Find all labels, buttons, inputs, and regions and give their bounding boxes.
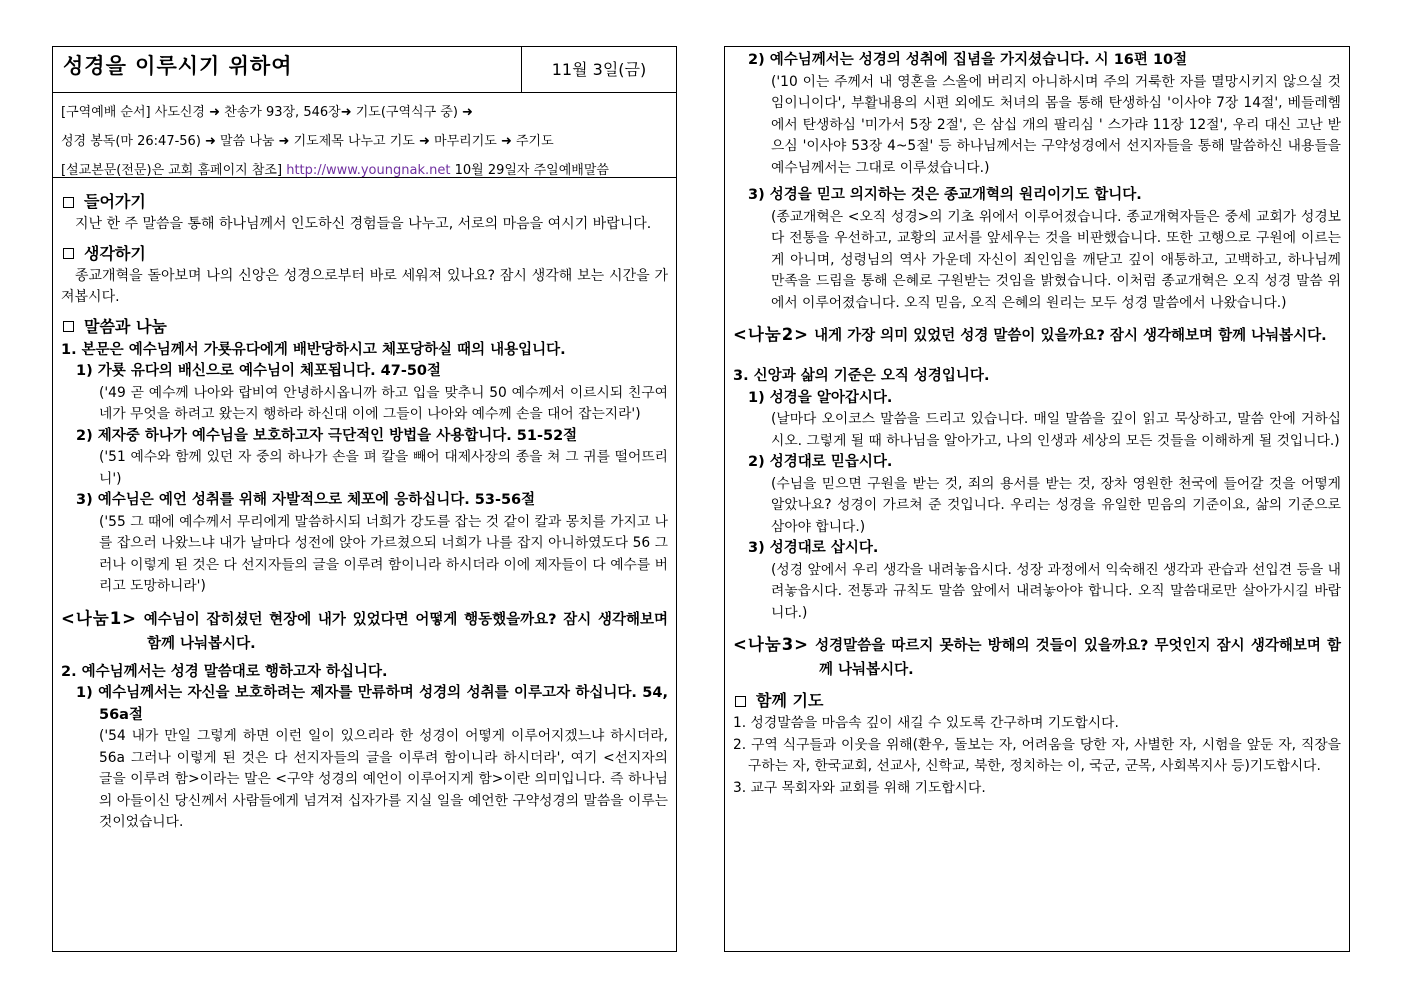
section-prayer xyxy=(733,688,1341,713)
think-text: 종교개혁을 돌아보며 나의 신앙은 성경으로부터 바로 세워져 있나요? 잠시 생각해 보는 시간을 가져봅시다. xyxy=(61,267,668,305)
quote-2-2: ('10 이는 주께서 내 영혼을 스올에 버리지 아니하시며 주의 거룩한 자를 멸망시키지 않으실 것임이니이다', 부활내용의 시편 외에도 처녀의 몸을 통해 탄생하심 '이사야 7장 14절', 베들레헴에서 탄생하심 '미가서 5장 2절', 은 삼십 개의 팔리심 ' 스가랴 11장 12절', 우리 대신 고난 받으심 '이사야 53장 4~5절' 등 하나님께서는 구약성경에서 선지자들을 통해 말씀하신 내용들을 예수님께서는 그대로 이루셨습니다.) xyxy=(771,73,1341,176)
section-think xyxy=(61,241,668,266)
quote-2-1: ('54 내가 만일 그렇게 하면 이런 일이 있으리라 한 성경이 어떻게 이루어지겠느냐 하시더라, 56a 그러나 이렇게 된 것은 다 선지자들의 글을 이루려 함이니라 하시더라', 여기 <선지자의 글을 이루려 함>이라는 말은 <구약 성경의 예언이 이루어지게 함>이란 의미입니다. 즉 하나님의 아들이신 당신께서 사람들에게 넘겨져 십자가를 지실 일을 예언한 구약성경의 말씀을 이루는 것이었습니다. xyxy=(99,728,668,830)
quote-1-2: ('51 예수와 함께 있던 자 중의 하나가 손을 펴 칼을 빼어 대제사장의 종을 쳐 그 귀를 떨어뜨리니') xyxy=(99,449,668,487)
header xyxy=(53,47,676,93)
sermon-date: 10월 29일자 주일예배말씀 xyxy=(450,163,609,178)
prayer-1: 1. 성경말씀을 마음속 깊이 새길 수 있도록 간구하며 기도합시다. xyxy=(733,715,1119,731)
point-1-1: 1) 가룟 유다의 배신으로 예수님이 체포됩니다. 47-50절 xyxy=(76,363,442,379)
checkbox-icon xyxy=(63,321,74,332)
right-body xyxy=(725,47,1349,799)
sermon-label: [설교본문(전문)은 교회 홈페이지 참조] xyxy=(61,163,283,178)
share-tag: <나눔3> xyxy=(733,635,810,654)
share-tag: <나눔2> xyxy=(733,325,810,344)
point-3-2: 2) 성경대로 믿읍시다. xyxy=(748,454,893,470)
point-2-3: 3) 성경을 믿고 의지하는 것은 종교개혁의 원리이기도 합니다. xyxy=(748,187,1142,203)
section-title: 함께 기도 xyxy=(756,691,824,710)
date: 11월 3일(금) xyxy=(551,60,647,79)
checkbox-icon xyxy=(63,197,74,208)
order-label: [구역예배 순서] xyxy=(61,105,151,120)
quote-1-1: ('49 곧 예수께 나아와 랍비여 안녕하시옵니까 하고 입을 맞추니 50 예수께서 이르시되 친구여 네가 무엇을 하려고 왔는지 행하라 하신대 이에 그들이 나아와 예수께 손을 대어 잡는지라') xyxy=(99,384,668,422)
intro-text: 지난 한 주 말씀을 통해 하나님께서 인도하신 경험들을 나누고, 서로의 마음을 여시기 바랍니다. xyxy=(75,216,652,232)
homepage-link[interactable]: http://www.youngnak.net xyxy=(286,163,451,178)
share-text: 예수님이 잡히셨던 현장에 내가 있었다면 어떻게 행동했을까요? 잠시 생각해보며 함께 나눠봅시다. xyxy=(137,611,668,652)
share-tag: <나눔1> xyxy=(61,608,138,628)
left-body xyxy=(53,178,676,834)
sermon-line xyxy=(61,156,670,185)
share-text: 성경말씀을 따르지 못하는 방해의 것들이 있을까요? 무엇인지 잠시 생각해보며 함께 나눠봅시다. xyxy=(809,638,1341,678)
order-text-1: 사도신경 ➜ 찬송가 93장, 546장➜ 기도(구역식구 중) ➜ xyxy=(150,105,473,120)
share-text: 내게 가장 의미 있었던 성경 말씀이 있을까요? 잠시 생각해보며 함께 나눠봅시다. xyxy=(809,328,1327,344)
checkbox-icon xyxy=(63,248,74,259)
section-intro xyxy=(61,189,668,214)
checkbox-icon xyxy=(735,696,746,707)
quote-3-1: (날마다 오이코스 말씀을 드리고 있습니다. 매일 말씀을 깊이 읽고 묵상하고, 말씀 안에 거하십시오. 그렇게 될 때 하나님을 알아가고, 나의 인생과 세상의 모든 것들을 이해하게 될 것입니다.) xyxy=(771,411,1341,449)
right-column xyxy=(724,46,1350,952)
point-3: 3. 신앙과 삶의 기준은 오직 성경입니다. xyxy=(733,368,990,384)
quote-3-2: (수님을 믿으면 구원을 받는 것, 죄의 용서를 받는 것, 장차 영원한 천국에 들어갈 것을 어떻게 알았나요? 성경이 가르쳐 준 것입니다. 우리는 성경을 유일한 믿음의 기준이요, 삶의 기준으로 삼아야 합니다.) xyxy=(771,475,1341,535)
share-3 xyxy=(733,633,1341,682)
point-3-1: 1) 성경을 알아갑시다. xyxy=(748,389,893,406)
quote-1-3: ('55 그 때에 예수께서 무리에게 말씀하시되 너희가 강도를 잡는 것 같이 칼과 몽치를 가지고 나를 잡으러 나왔느냐 내가 날마다 성전에 앉아 가르쳤으되 너희가 나를 잡지 아니하였도다 56 그러나 이렇게 된 것은 다 선지자들의 글을 이루려 함이니라 하시더라 이에 제자들이 다 예수를 버리고 도망하니라') xyxy=(99,513,668,594)
section-title: 생각하기 xyxy=(84,243,146,263)
section-title: 말씀과 나눔 xyxy=(84,316,167,336)
section-title: 들어가기 xyxy=(84,192,146,211)
point-2: 2. 예수님께서는 성경 말씀대로 행하고자 하십니다. xyxy=(61,663,388,680)
share-2 xyxy=(733,323,1341,348)
order-line-1 xyxy=(61,98,670,127)
page-title: 성경을 이루시기 위하여 xyxy=(53,47,522,92)
point-1-3: 3) 예수님은 예언 성취를 위해 자발적으로 체포에 응하십니다. 53-56절 xyxy=(76,492,536,508)
order-line-2: 성경 봉독(마 26:47-56) ➜ 말씀 나눔 ➜ 기도제목 나누고 기도 ➜ 마무리기도 ➜ 주기도 xyxy=(61,134,554,149)
point-3-3: 3) 성경대로 삽시다. xyxy=(748,540,879,556)
worship-info xyxy=(53,93,676,178)
point-2-2: 2) 예수님께서는 성경의 성취에 집념을 가지셨습니다. 시 16편 10절 xyxy=(748,52,1188,68)
quote-2-3: (종교개혁은 <오직 성경>의 기초 위에서 이루어졌습니다. 종교개혁자들은 중세 교회가 성경보다 전통을 우선하고, 교황의 교서를 앞세우는 것을 비판했습니다. 또한 고행으로 구원에 이르는 게 아니며, 성령님의 역사 가운데 자신이 죄인임을 깨닫고 깊이 애통하고, 고백하고, 하나님께 만족을 드림을 통해 은혜로 구원받는 것임을 밝혔습니다. 이처럼 종교개혁은 오직 성경 말씀 위에서 이루어졌습니다. 오직 믿음, 오직 은혜의 원리는 모두 성경 말씀에서 나왔습니다.) xyxy=(771,208,1341,311)
point-2-1: 1) 예수님께서는 자신을 보호하려는 제자를 만류하며 성경의 성취를 이루고자 하십니다. 54, 56a절 xyxy=(76,685,668,723)
point-1: 1. 본문은 예수님께서 가룟유다에게 배반당하시고 체포당하실 때의 내용입니다. xyxy=(61,341,566,358)
prayer-2: 2. 구역 식구들과 이웃을 위해(환우, 돌보는 자, 어려움을 당한 자, 사별한 자, 시험을 앞둔 자, 직장을 구하는 자, 한국교회, 선교사, 신학교, 북한, 정치하는 이, 국군, 군목, 사회복지사 등)기도합시다. xyxy=(733,736,1341,774)
share-1 xyxy=(61,607,668,656)
quote-3-3: (성경 앞에서 우리 생각을 내려놓읍시다. 성장 과정에서 익숙해진 생각과 관습과 선입견 등을 내려놓읍시다. 전통과 규칙도 말씀 앞에서 내려놓아야 합니다. 오직 말씀대로만 살아가시길 바랍니다.) xyxy=(771,561,1341,621)
left-column xyxy=(52,46,677,952)
prayer-3: 3. 교구 목회자와 교회를 위해 기도합시다. xyxy=(733,779,986,796)
point-1-2: 2) 제자중 하나가 예수님을 보호하고자 극단적인 방법을 사용합니다. 51-52절 xyxy=(76,427,578,444)
section-word xyxy=(61,314,668,339)
